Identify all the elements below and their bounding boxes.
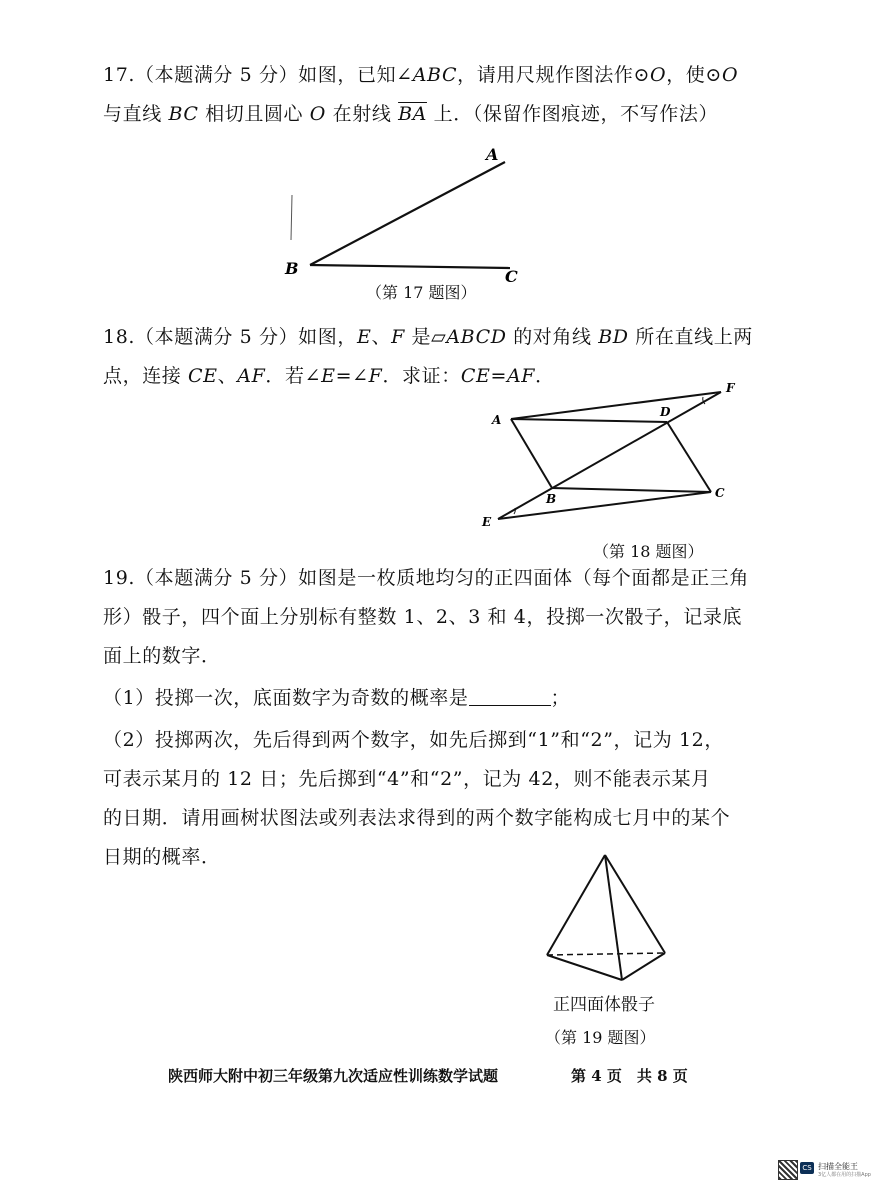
q17-label-b: B bbox=[285, 259, 299, 278]
q19-part-1: （1）投掷一次，底面数字为奇数的概率是 ； bbox=[103, 687, 571, 709]
q19-figure-label: 正四面体骰子 bbox=[553, 995, 655, 1015]
q18-label-c: C bbox=[715, 486, 725, 500]
q19-part-2-line-1: （2）投掷两次，先后得到两个数字，如先后掷到“1”和“2”，记为 12， bbox=[103, 729, 724, 751]
q17-line-1: 17.（本题满分 5 分）如图，已知∠ABC，请用尺规作图法作⊙O，使⊙O bbox=[103, 64, 739, 86]
q17-label-c: C bbox=[505, 267, 518, 286]
q18-caption: （第 18 题图） bbox=[593, 542, 704, 561]
q18-line-1: 18.（本题满分 5 分）如图，E、F 是▱ABCD 的对角线 BD 所在直线上两 bbox=[103, 326, 753, 348]
q17-figure-angle bbox=[280, 140, 540, 290]
qr-code-icon bbox=[778, 1160, 798, 1180]
q19-part-2-line-3: 的日期．请用画树状图法或列表法求得到的两个数字能构成七月中的某个 bbox=[103, 807, 731, 829]
watermark-name: 扫描全能王 bbox=[818, 1162, 858, 1171]
footer-school: 陕西师大附中初三年级第九次适应性训练数学试题 bbox=[168, 1067, 499, 1085]
q19-line-2: 形）骰子，四个面上分别标有整数 1、2、3 和 4，投掷一次骰子，记录底 bbox=[103, 606, 743, 628]
q18-line-2: 点，连接 CE、AF．若∠E=∠F．求证：CE=AF． bbox=[103, 365, 555, 387]
q18-label-f: F bbox=[726, 381, 735, 395]
answer-blank bbox=[469, 687, 551, 706]
q19-caption: （第 19 题图） bbox=[545, 1028, 656, 1047]
q19-part-2-line-2: 可表示某月的 12 日；先后掷到“4”和“2”，记为 42，则不能表示某月 bbox=[103, 768, 711, 790]
watermark-tagline: 3亿人都在用的扫描App bbox=[818, 1172, 871, 1178]
q19-line-3: 面上的数字． bbox=[103, 645, 221, 667]
q18-figure-parallelogram bbox=[470, 380, 750, 530]
q17-label-a: A bbox=[486, 145, 499, 164]
q18-label-b: B bbox=[546, 492, 557, 506]
q17-caption: （第 17 题图） bbox=[366, 283, 477, 302]
q17-line-2: 与直线 BC 相切且圆心 O 在射线 $\overline{BA}$ 上．（保留作图痕迹，不写作法） bbox=[103, 103, 719, 125]
footer-page-number: 第 4 页 共 8 页 bbox=[571, 1067, 688, 1085]
camscanner-logo-icon: CS bbox=[800, 1162, 814, 1174]
q18-label-d: D bbox=[660, 405, 671, 419]
q19-part-2-line-4: 日期的概率． bbox=[103, 846, 221, 868]
q18-label-e: E bbox=[482, 515, 492, 529]
q19-figure-tetrahedron bbox=[540, 850, 680, 990]
q19-line-1: 19.（本题满分 5 分）如图是一枚质地均匀的正四面体（每个面都是正三角 bbox=[103, 567, 749, 589]
q18-label-a: A bbox=[492, 413, 502, 427]
